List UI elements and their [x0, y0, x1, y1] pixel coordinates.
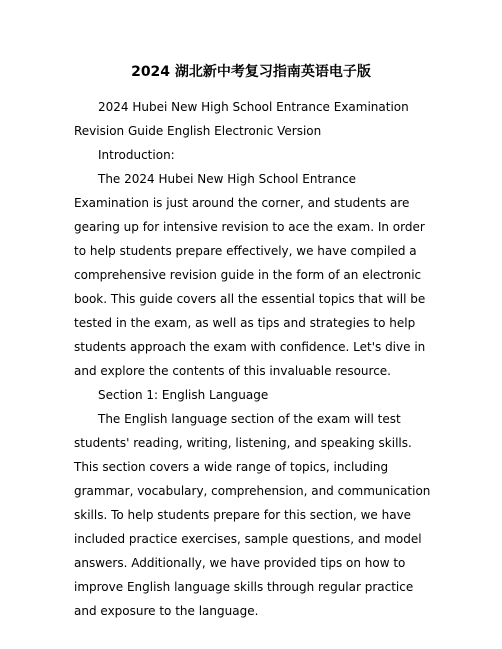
document-body: [74, 95, 432, 623]
subtitle-paragraph: 2024 Hubei New High School Entrance Examination Revision Guide English Electronic Version: [74, 100, 409, 138]
introduction-paragraph: The 2024 Hubei New High School Entrance Examination is just around the corner, and students are gearing up for intensive revision to ace the exam. In order to help students prepare effectively, we have compiled a comprehensive revision guide in the form of an electronic book. This guide covers all the essential topics that will be tested in the exam, as well as tips and strategies to help students approach the exam with confidence. Let's dive in and explore the contents of this invaluable resource.: [74, 172, 426, 378]
introduction-heading: Introduction:: [98, 148, 175, 162]
section-1-paragraph: The English language section of the exam will test students' reading, writing, listening, and speaking skills. This section covers a wide range of topics, including grammar, vocabulary, comprehension, and communication skills. To help students prepare for this section, we have included practice exercises, sample questions, and model answers. Additionally, we have provided tips on how to improve English language skills through regular practice and exposure to the language.: [74, 412, 431, 618]
section-1-heading: Section 1: English Language: [98, 388, 269, 402]
document-title: 2024 湖北新中考复习指南英语电子版: [131, 64, 371, 80]
